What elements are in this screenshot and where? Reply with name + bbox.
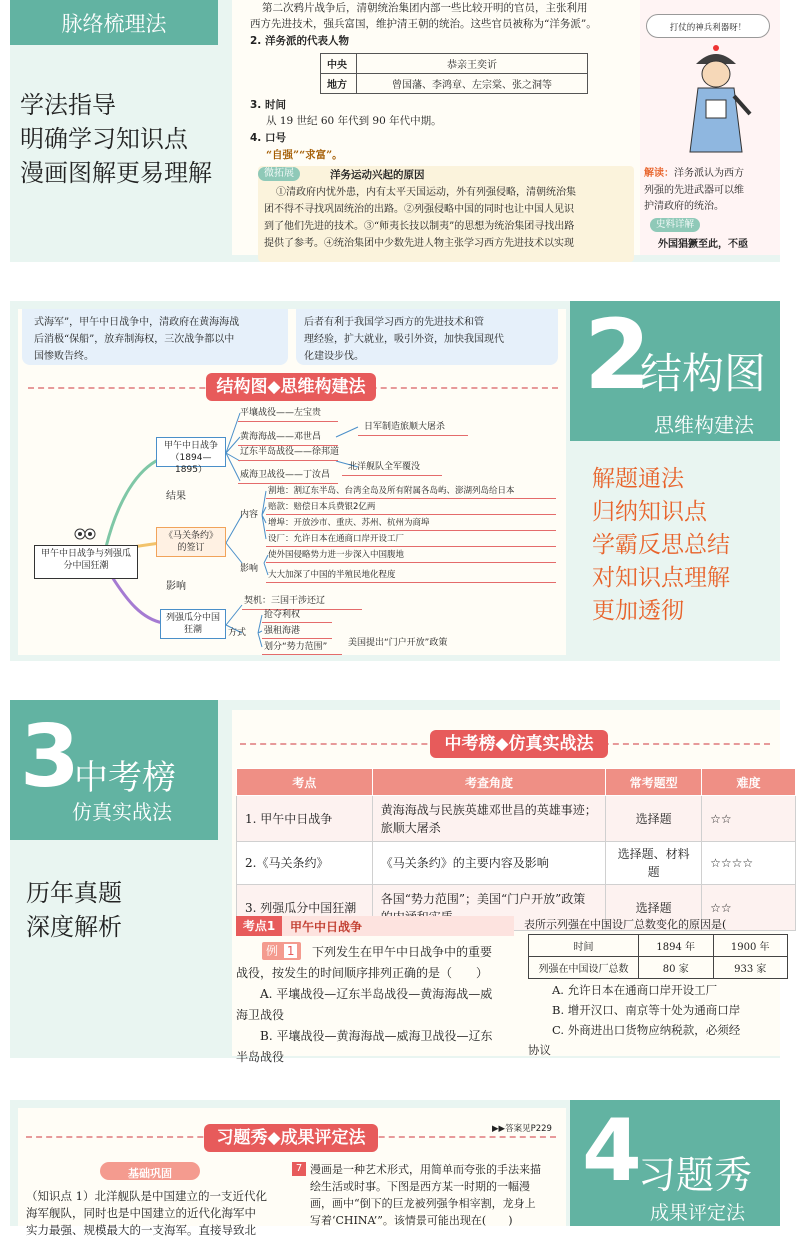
right-option-tail: 协议 [528,1043,551,1057]
side-line: 更加透彻 [592,598,684,624]
table-row [529,935,788,957]
excerpt-line: 后消极“保船”，放弃制海权，三次战争都以中 [34,334,235,345]
table-cell: 恭亲王奕䜣 [357,54,588,74]
question-line: 漫画是一种艺术形式，用简单而夸张的手法来描 [310,1163,541,1176]
option-line: 海卫战役 [236,1008,285,1022]
example-word: 例 [266,944,279,958]
side-line: 明确学习知识点 [20,125,188,153]
node-text: 列强瓜分中国狂潮 [165,613,220,635]
trigger-text: 契机：三国干涉还辽 [244,596,326,606]
column-header: 考点 [237,769,373,796]
extension-line: 到了他们先进的技术。③“师夷长技以制夷”的思想为统治集团寻找出路 [264,221,575,232]
section-4-title: 习题秀 [638,1153,753,1197]
excerpt-line: 国惨败告终。 [34,351,94,362]
side-line: 深度解析 [26,913,122,941]
table-cell: 中央 [321,54,357,74]
side-line: 对知识点理解 [592,565,730,591]
question-line: 画，画中“倒下的巨龙被列强争相宰割，龙身上 [310,1197,536,1210]
explain-line: 列强的先进武器可以维 [644,185,744,196]
table-cell: ☆☆ [702,796,796,842]
table-cell: 1. 甲午中日战争 [237,796,373,842]
section-1-side-text [20,88,212,190]
section-1-tag [10,0,218,45]
section-4-page [18,1108,566,1237]
heading-time: 3. 时间 [250,99,286,111]
explain-label: 解读： [644,168,674,179]
side-line: 解题通法 [592,466,684,492]
section-4-number: 4 [582,1101,642,1201]
massacre-underline [358,435,468,436]
question-line: 海军舰队，同时也是中国建立的近代化海军中 [26,1206,256,1220]
owl-icon [74,527,96,541]
explain-line [644,166,744,182]
table-cell: 933 家 [713,957,788,979]
section-2-header-text: 结构图◆思维构建法 [216,377,366,397]
section-2-panel [10,301,780,661]
node-text: 《马关条约》的签订 [163,531,218,553]
method-underline [262,622,332,623]
content-underline [266,530,556,531]
open-door-note: 美国提出“门户开放”政策 [348,638,448,648]
section-3-panel [10,700,780,1064]
side-line: 漫画图解更易理解 [20,159,212,187]
section-3-badge [10,700,218,840]
table-cell: 选择题、材料题 [606,842,702,885]
section-2-badge [570,301,780,441]
table-cell: 曾国藩、李鸿章、左宗棠、张之洞等 [357,74,588,94]
right-question: 表所示列强在中国设厂总数变化的原因是( [524,918,727,931]
qing-official-illustration [676,40,756,160]
comic-column [640,0,780,255]
extension-line: 团不得不寻找巩固统治的出路。②列强侵略中国的同时也让中国人见识 [264,204,574,215]
battle-underline [238,421,338,422]
section-3-side-text [26,876,122,944]
node-carve-up [160,609,226,639]
factory-table [528,934,788,979]
section-4-header-text: 习题秀◆成果评定法 [216,1128,366,1148]
section-3-header-text: 中考榜◆仿真实战法 [444,734,594,754]
excerpt-line: 化建设步伐。 [304,351,364,362]
side-line: 学法指导 [20,91,116,119]
node-sino-japanese-war [156,437,226,475]
heading-slogan: 4. 口号 [250,132,286,144]
option-line: 半岛战役 [236,1050,285,1064]
section-4-panel [10,1100,780,1237]
explain-text: 洋务派认为西方 [674,168,744,179]
section-2-page [18,309,566,655]
speech-bubble-text: 打仗的神兵利器呀！ [669,23,747,33]
table-cell: 地方 [321,74,357,94]
section-3-number: 3 [20,707,80,807]
table-cell: 选择题 [606,796,702,842]
table-row [321,54,588,74]
table-cell: 1900 年 [713,935,788,957]
time-text: 从 19 世纪 60 年代到 90 年代中期。 [266,115,442,127]
table-row [237,842,796,885]
right-option: A. 允许日本在通商口岸开设工厂 [552,983,718,997]
excerpt-line: 式海军”，甲午中日战争中，清政府在黄海海战 [34,317,240,328]
method-underline [262,654,342,655]
example-number: 1 [284,944,298,958]
table-cell: 时间 [529,935,639,957]
section-2-side-text [592,463,730,628]
battle-item: 黄海海战——邓世昌 [240,432,322,442]
table-header-row [237,769,796,796]
table-cell: 各国“势力范围”；美国“门户开放”政策 [372,885,605,931]
section-4-subtitle: 成果评定法 [650,1202,746,1224]
content-underline [266,546,556,547]
excerpt-line: 理经验，扩大就业，吸引外资，加快我国现代 [304,334,504,345]
table-row [237,796,796,842]
excerpt-line: 后者有利于我国学习西方的先进技术和管 [304,317,484,328]
right-option: B. 增开汉口、南京等十处为通商口岸 [552,1003,741,1017]
table-cell: 列强在中国设厂总数 [529,957,639,979]
option-line: A. 平壤战役—辽东半岛战役—黄海海战—威 [260,987,493,1001]
method-label: 方式 [228,628,247,638]
basic-tag [100,1162,200,1180]
section-1-page [232,0,780,255]
right-option: C. 外商进出口货物应纳税款，必须经 [552,1023,741,1037]
speech-bubble [646,14,770,38]
battle-underline [238,460,338,461]
treaty-impact: 大大加深了中国的半殖民地化程度 [268,570,396,580]
extension-line: ①清政府内忧外患，内有太平天国运动，外有列强侵略，清朝统治集 [276,187,576,198]
battle-item: 辽东半岛战役——徐邦道 [240,447,340,457]
mind-map-center [34,545,138,579]
basic-tag-label: 基础巩固 [128,1167,172,1180]
slogan-text: “自强”“求富”。 [266,149,343,161]
impact-underline [266,562,556,563]
extension-box [258,166,634,262]
method-underline [262,638,332,639]
beiyang-note: 北洋舰队全军覆没 [348,462,421,472]
method-item: 抢夺利权 [264,610,301,620]
table-cell: 3. 列强瓜分中国狂潮 [237,885,373,931]
battle-item: 威海卫战役——丁汝昌 [240,470,331,480]
table-row [321,74,588,94]
mind-map-center-text: 甲午中日战争与列强瓜分中国狂潮 [40,549,131,571]
beiyang-underline [342,475,442,476]
node-text: 甲午中日战争（1894—1895） [163,441,218,475]
robe-badge [706,100,726,118]
table-row [529,957,788,979]
extension-title: 洋务运动兴起的原因 [330,169,425,181]
battle-item: 平壤战役——左宝贵 [240,408,322,418]
table-cell: 《马关条约》的主要内容及影响 [372,842,605,885]
question-line: 写着‘CHINA’”。该情景可能出现在( ) [310,1214,513,1227]
side-line: 历年真题 [26,879,122,907]
exam-table [236,768,796,931]
section-1-panel [10,0,780,262]
history-tag: 史料详解 [650,218,700,232]
method-item: 强租海港 [264,626,301,636]
section-2-number: 2 [584,299,651,411]
question-number: 7 [292,1162,306,1176]
column-header: 考查角度 [372,769,605,796]
table-cell: 1894 年 [639,935,714,957]
impact-label: 影响 [240,564,259,574]
table-cell: ☆☆ [702,885,796,931]
table-cell: 80 家 [639,957,714,979]
section-3-header [430,730,608,758]
result-label: 结果 [166,491,186,502]
section-1-tag-label: 脉络梳理法 [61,12,167,36]
content-underline [266,498,556,499]
section-3-title: 中考榜 [74,758,176,798]
table-cell: 选择题 [606,885,702,931]
example-label [262,942,301,960]
section-4-header [204,1124,378,1152]
extension-line: 提供了参考。④统治集团中少数先进人物主张学习西方先进技术以实现 [264,238,574,249]
hat-button [713,45,719,51]
question-line: 绘生活或时事。下图是西方某一时期的一幅漫 [310,1180,530,1193]
treaty-content: 增埠：开放沙市、重庆、苏州、杭州为商埠 [268,518,430,528]
table-cell: 黄海海战与民族英雄邓世昌的英雄事迹；旅顺大屠杀 [372,796,605,842]
question-line: 实力最强、规模最大的一支海军。直接导致北 [26,1223,256,1237]
influence-label: 影响 [166,581,186,592]
column-header: 常考题型 [606,769,702,796]
kaodian-bar [236,916,514,936]
question-line: 下列发生在甲午中日战争中的重要 [312,945,493,959]
table-cell: ☆☆☆☆ [702,842,796,885]
extension-tag: 微拓展 [258,167,300,181]
representatives-table [320,53,588,94]
official-face [702,61,730,87]
history-line: 外国猖獗至此，不亟 [658,239,748,250]
section-3-subtitle: 仿真实战法 [72,800,172,824]
treaty-content: 赔款：赔偿日本兵费银2亿两 [268,502,376,512]
kaodian-title: 甲午中日战争 [290,920,363,934]
side-line: 学霸反思总结 [592,532,730,558]
heading-representatives: 2. 洋务派的代表人物 [250,35,349,47]
section-2-subtitle: 思维构建法 [654,413,754,437]
impact-underline [266,582,556,583]
battle-underline [238,483,338,484]
kaodian-tag: 考点1 [236,916,282,936]
trigger-underline [242,609,362,610]
content-underline [266,514,556,515]
section-3-page [232,710,780,1064]
column-header: 难度 [702,769,796,796]
treaty-impact: 使外国侵略势力进一步深入中国腹地 [268,550,405,560]
intro-line: 西方先进技术，强兵富国，维护清王朝的统治。这些官员被称为“洋务派”。 [250,18,597,30]
treaty-content: 割地：割辽东半岛、台湾全岛及所有附属各岛屿、澎湖列岛给日本 [268,486,515,496]
option-line: B. 平壤战役—黄海海战—威海卫战役—辽东 [260,1029,493,1043]
node-treaty [156,527,226,557]
treaty-content: 设厂：允许日本在通商口岸开设工厂 [268,534,405,544]
section-4-badge [570,1100,780,1226]
question-line: 战役，按发生的时间顺序排列正确的是（ ） [236,966,489,980]
massacre-note: 日军制造旅顺大屠杀 [364,422,446,432]
method-item: 划分“势力范围” [264,642,328,652]
intro-line: 第二次鸦片战争后，清朝统治集团内部一些比较开明的官员，主张利用 [262,2,588,14]
section-2-title: 结构图 [640,349,767,398]
table-cell: 2.《马关条约》 [237,842,373,885]
side-line: 归纳知识点 [592,499,707,525]
question-line: （知识点 1）北洋舰队是中国建立的一支近代化 [26,1189,267,1203]
explain-line: 护清政府的统治。 [644,201,724,212]
answer-reference: ▶▶答案见P229 [492,1124,552,1134]
content-label: 内容 [240,510,259,520]
